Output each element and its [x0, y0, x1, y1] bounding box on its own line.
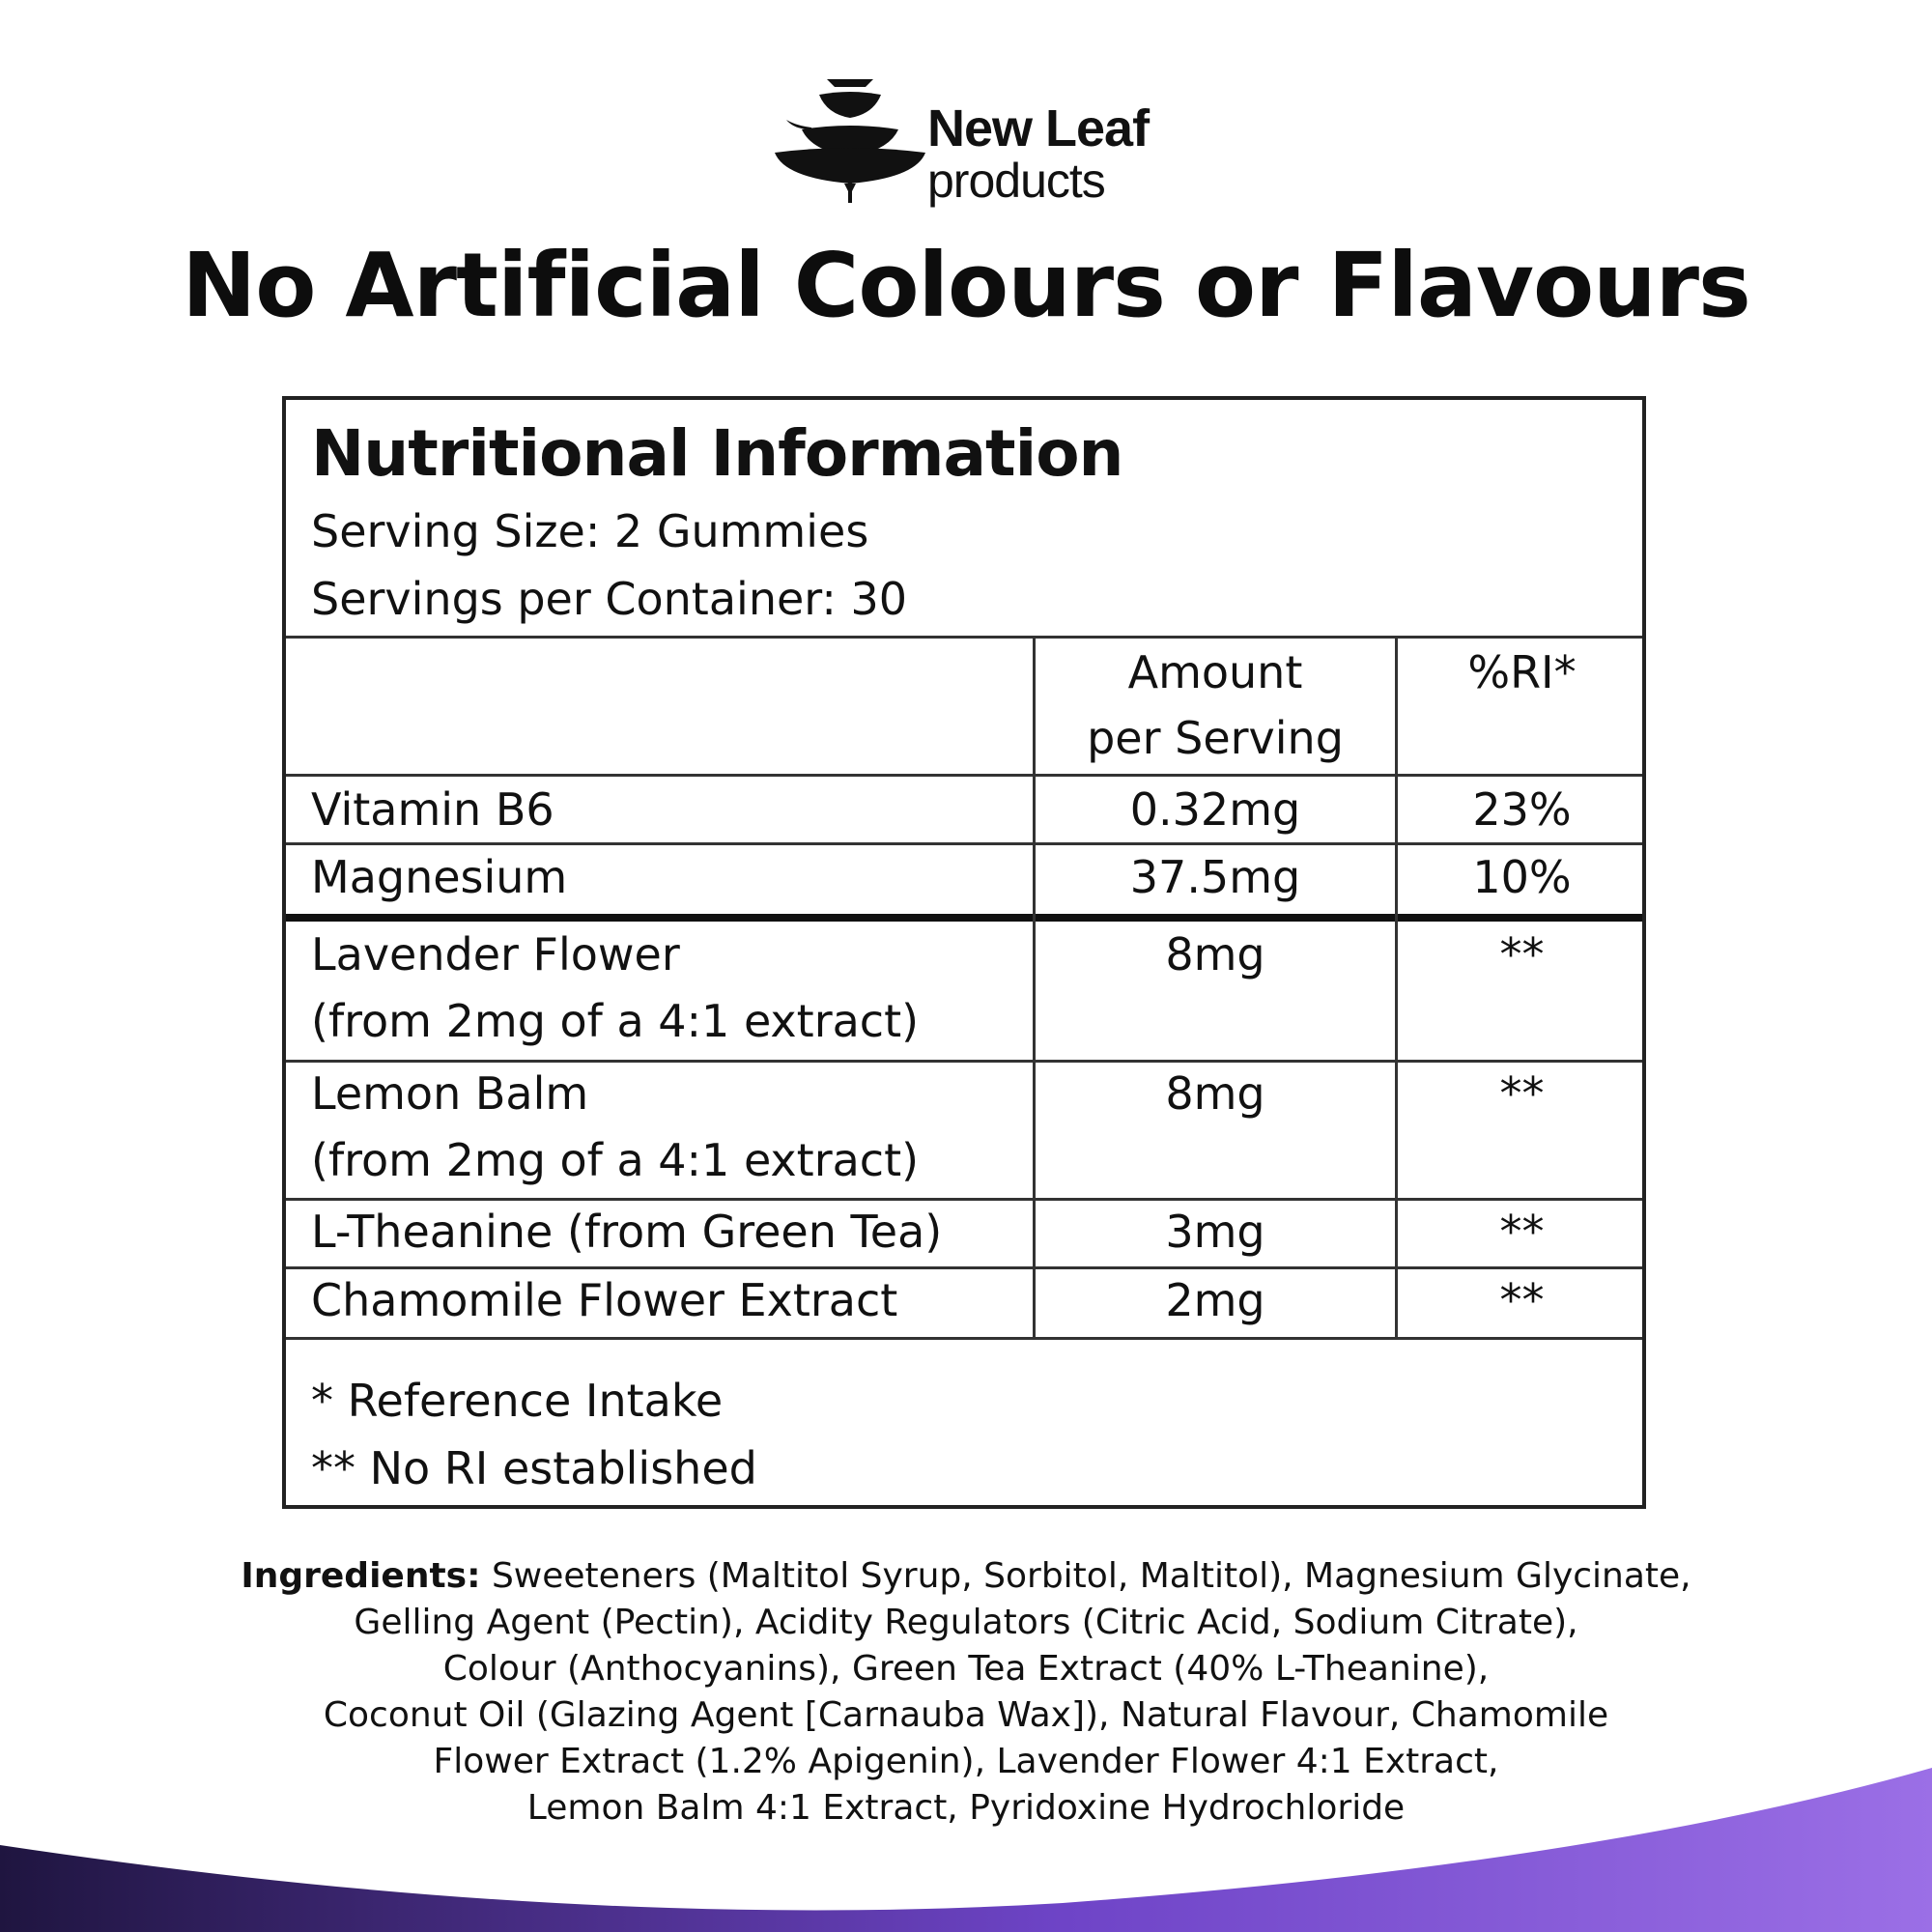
ingredients-line: Colour (Anthocyanins), Green Tea Extract (40% L-Theanine), [442, 1649, 1490, 1689]
row-name: Lavender Flower [311, 928, 680, 980]
divider-row [286, 1198, 1642, 1201]
bottom-wave-decoration [0, 1729, 1932, 1932]
ingredients-label: Ingredients: [241, 1556, 481, 1596]
ingredients-line-text: Sweeteners (Maltitol Syrup, Sorbitol, Maltitol), Magnesium Glycinate, [480, 1556, 1691, 1596]
ingredients-line: Flower Extract (1.2% Apigenin), Lavender Flower 4:1 Extract, [433, 1742, 1499, 1781]
divider-columns [286, 774, 1642, 777]
column-header-amount: Amount [1127, 646, 1303, 698]
row-amount: 3mg [1165, 1206, 1265, 1258]
ingredients-line: Coconut Oil (Glazing Agent [Carnauba Wax]), Natural Flavour, Chamomile [323, 1695, 1609, 1735]
row-ri: ** [1499, 928, 1545, 980]
row-ri: ** [1499, 1206, 1545, 1258]
divider-row [286, 1266, 1642, 1269]
row-amount: 0.32mg [1129, 783, 1301, 836]
ingredients-line [193, 1553, 1739, 1600]
row-amount: 8mg [1165, 928, 1265, 980]
ingredients-line: Gelling Agent (Pectin), Acidity Regulators (Citric Acid, Sodium Citrate), [354, 1603, 1578, 1642]
row-name: Lemon Balm [311, 1067, 589, 1120]
row-ri: ** [1499, 1067, 1545, 1120]
row-name-detail: (from 2mg of a 4:1 extract) [311, 1134, 920, 1186]
row-amount: 2mg [1165, 1274, 1265, 1326]
nutrition-table [282, 396, 1646, 1509]
row-amount: 37.5mg [1129, 851, 1301, 903]
row-amount: 8mg [1165, 1067, 1265, 1120]
divider-row [286, 842, 1642, 845]
row-name-detail: (from 2mg of a 4:1 extract) [311, 995, 920, 1047]
column-header-amount-sub: per Serving [1087, 712, 1344, 764]
row-name: L-Theanine (from Green Tea) [311, 1206, 943, 1258]
row-name: Vitamin B6 [311, 783, 554, 836]
divider-thick [286, 914, 1642, 922]
row-ri: ** [1499, 1274, 1545, 1326]
brand-name: New Leaf [927, 99, 1150, 157]
leaf-tree-icon [773, 75, 927, 211]
row-ri: 10% [1472, 851, 1572, 903]
brand-subtitle: products [927, 154, 1105, 208]
row-name: Chamomile Flower Extract [311, 1274, 898, 1326]
column-header-ri: %RI* [1467, 646, 1577, 698]
row-name: Magnesium [311, 851, 568, 903]
footnote-reference-intake: * Reference Intake [311, 1375, 724, 1427]
footnote-no-ri: ** No RI established [311, 1442, 757, 1494]
page-headline: No Artificial Colours or Flavours [182, 234, 1750, 337]
table-title: Nutritional Information [311, 416, 1123, 491]
divider-header [286, 636, 1642, 639]
divider-footer [286, 1337, 1642, 1340]
serving-size: Serving Size: 2 Gummies [311, 505, 869, 557]
brand-logo [773, 75, 1179, 211]
divider-row [286, 1060, 1642, 1063]
servings-per-container: Servings per Container: 30 [311, 573, 908, 625]
row-ri: 23% [1472, 783, 1572, 836]
ingredients-line: Lemon Balm 4:1 Extract, Pyridoxine Hydrochloride [526, 1788, 1406, 1828]
